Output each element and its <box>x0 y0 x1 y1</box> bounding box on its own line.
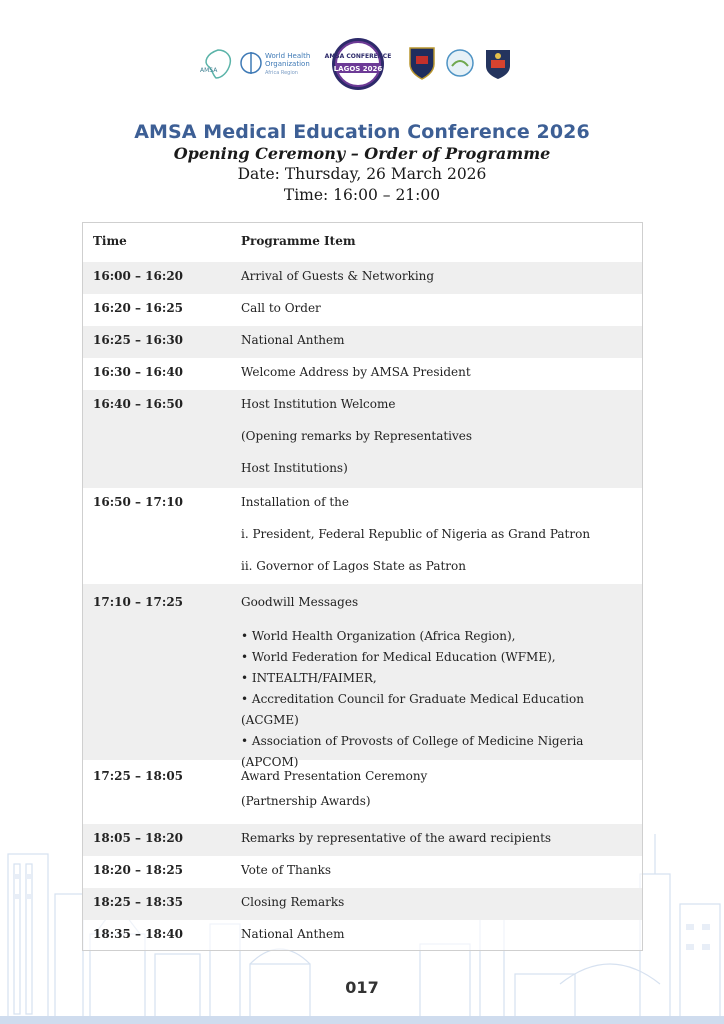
row-item-line: Host Institution Welcome <box>241 397 396 411</box>
row-time: 16:20 – 16:25 <box>93 301 184 315</box>
svg-text:AMSA: AMSA <box>200 67 218 74</box>
row-item <box>241 494 642 584</box>
list-item: • Association of Provosts of College of Medicine Nigeria (APCOM) <box>241 731 642 773</box>
row-item-line: ii. Governor of Lagos State as Patron <box>241 559 466 573</box>
row-time: 16:25 – 16:30 <box>93 333 184 347</box>
column-header-time: Time <box>93 234 127 248</box>
row-item-line: (Opening remarks by Representatives <box>241 429 473 443</box>
table-row <box>83 824 642 856</box>
conference-badge-icon <box>320 36 396 92</box>
row-item: Vote of Thanks <box>241 863 332 877</box>
row-time: 18:25 – 18:35 <box>93 895 184 909</box>
table-row <box>83 262 642 294</box>
table-row <box>83 584 642 769</box>
row-time: 16:00 – 16:20 <box>93 269 184 283</box>
conference-title: AMSA Medical Education Conference 2026 <box>134 121 590 143</box>
footer-bar <box>0 1016 724 1024</box>
college-crest-icon <box>484 46 512 80</box>
who-logo-text: World Health Organization Africa Region <box>265 52 311 76</box>
row-time: 16:40 – 16:50 <box>93 397 184 411</box>
table-header-row <box>83 223 642 262</box>
page-header <box>0 120 724 206</box>
state-seal-icon <box>446 46 474 80</box>
goodwill-list <box>241 626 642 773</box>
list-item: • Accreditation Council for Graduate Medical Education (ACGME) <box>241 689 642 731</box>
table-row <box>83 888 642 920</box>
table-row <box>83 760 642 824</box>
svg-text:AMSA CONFERENCE: AMSA CONFERENCE <box>324 53 392 60</box>
svg-text:LAGOS 2026: LAGOS 2026 <box>333 65 383 73</box>
row-time: 18:20 – 18:25 <box>93 863 184 877</box>
row-item: National Anthem <box>241 927 345 941</box>
table-row <box>83 390 642 488</box>
list-item: • INTEALTH/FAIMER, <box>241 668 642 689</box>
event-date: Date: Thursday, 26 March 2026 <box>237 165 487 183</box>
table-row <box>83 358 642 390</box>
event-time: Time: 16:00 – 21:00 <box>283 186 441 204</box>
row-time: 18:05 – 18:20 <box>93 831 184 845</box>
row-item-line: Host Institutions) <box>241 461 348 475</box>
row-item <box>241 594 642 769</box>
programme-subtitle: Opening Ceremony – Order of Programme <box>173 144 551 163</box>
list-item: • World Federation for Medical Education (WFME), <box>241 647 642 668</box>
row-item: National Anthem <box>241 333 345 347</box>
row-item-line: Goodwill Messages <box>241 595 359 609</box>
row-item: Remarks by representative of the award recipients <box>241 831 552 845</box>
column-header-item: Programme Item <box>241 234 356 248</box>
table-row <box>83 920 642 950</box>
who-emblem-icon <box>240 48 262 78</box>
row-item-line: Award Presentation Ceremony <box>241 769 428 783</box>
row-item-line: Installation of the <box>241 495 349 509</box>
university-crest-icon <box>408 46 436 80</box>
row-item: Closing Remarks <box>241 895 345 909</box>
table-row <box>83 326 642 358</box>
row-item-line: (Partnership Awards) <box>241 794 371 808</box>
row-item: Arrival of Guests & Networking <box>241 269 435 283</box>
table-row <box>83 856 642 888</box>
row-time: 17:10 – 17:25 <box>93 595 184 609</box>
amsa-logo-icon <box>198 48 238 80</box>
row-time: 16:30 – 16:40 <box>93 365 184 379</box>
row-item <box>241 768 642 824</box>
row-item: Call to Order <box>241 301 321 315</box>
row-time: 17:25 – 18:05 <box>93 769 184 783</box>
programme-table <box>82 222 643 951</box>
row-item <box>241 396 642 488</box>
row-time: 16:50 – 17:10 <box>93 495 184 509</box>
row-item: Welcome Address by AMSA President <box>241 365 471 379</box>
list-item: • World Health Organization (Africa Region), <box>241 626 642 647</box>
row-time: 18:35 – 18:40 <box>93 927 184 941</box>
table-row <box>83 488 642 584</box>
table-row <box>83 294 642 326</box>
page-number: 017 <box>345 978 379 997</box>
logo-row <box>0 34 724 94</box>
row-item-line: i. President, Federal Republic of Nigeria as Grand Patron <box>241 527 591 541</box>
